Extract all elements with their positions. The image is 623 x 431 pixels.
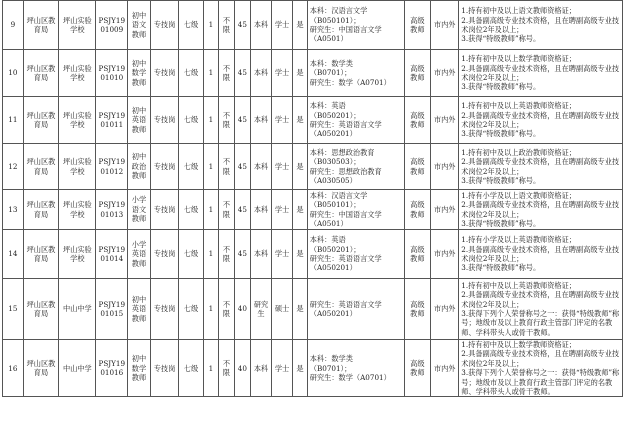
requirement-item: 2.具备副高级专业技术资格，且在聘副高级专业技术岗位2年及以上；: [461, 244, 620, 263]
requirement-item: 3.获得“特级教师”称号。: [461, 129, 541, 139]
table-row: [3, 50, 623, 97]
unit-cell: 坪山区教育局: [23, 50, 58, 97]
row-number-cell: 10: [3, 50, 24, 97]
requirement-item: 1.持有初中及以上政治教师资格证；: [461, 147, 576, 157]
major-line: 本科：英语: [309, 235, 346, 245]
post-code-cell: PSJY1901015: [96, 279, 128, 340]
school-cell: 中山中学: [59, 279, 96, 340]
post-category-cell: 专技岗: [150, 50, 178, 97]
major-line: （A0501）: [309, 34, 348, 44]
requirement-item: 2.具备副高级专业技术资格，且在聘副高级专业技术岗位2年及以上；: [461, 290, 620, 309]
education-cell: 本科: [251, 144, 272, 190]
major-line: 本科：思想政治教育: [309, 147, 375, 157]
requirements-cell: [459, 190, 623, 230]
major-line: （B050101）；: [309, 15, 361, 25]
major-line: （A050201）: [309, 129, 357, 139]
degree-cell: 学士: [272, 50, 293, 97]
requirements-cell: [459, 144, 623, 190]
post-name-cell: 初中数学教师: [128, 50, 151, 97]
major-cell: [307, 50, 404, 97]
headcount-cell: 1: [203, 340, 218, 397]
major-cell: [307, 144, 404, 190]
major-cell: [307, 1, 404, 50]
recruitment-scope-cell: 市内外: [431, 230, 459, 279]
major-line: （A050201）: [309, 263, 357, 273]
post-code-cell: PSJY1901014: [96, 230, 128, 279]
major-line: （A050201）: [309, 309, 357, 318]
degree-cell: 学士: [272, 97, 293, 144]
recruitment-scope-cell: 市内外: [431, 1, 459, 50]
major-line: 研究生：英语语言文学: [309, 120, 382, 129]
row-number-cell: 12: [3, 144, 24, 190]
professional-title-cell: 高级教师: [404, 230, 430, 279]
degree-cell: 学士: [272, 144, 293, 190]
gender-cell: 不限: [219, 340, 235, 397]
post-name-cell: 小学语文教师: [128, 190, 151, 230]
school-cell: 坪山实验学校: [59, 1, 96, 50]
recruitment-scope-cell: 市内外: [431, 279, 459, 340]
professional-title-cell: 高级教师: [404, 279, 430, 340]
professional-title-cell: 高级教师: [404, 144, 430, 190]
requirement-item: 1.持有初中及以上英语教师资格证；: [461, 101, 576, 111]
professional-title-cell: 高级教师: [404, 1, 430, 50]
school-cell: 坪山实验学校: [59, 97, 96, 144]
major-line: 本科：数学类: [309, 58, 353, 68]
major-cell: [307, 340, 404, 397]
post-code-cell: PSJY1901011: [96, 97, 128, 144]
major-line: （B030503）；: [309, 157, 361, 167]
headcount-cell: 1: [203, 230, 218, 279]
row-number-cell: 14: [3, 230, 24, 279]
recruitment-scope-cell: 市内外: [431, 144, 459, 190]
post-level-cell: 七级: [179, 340, 204, 397]
post-category-cell: 专技岗: [150, 340, 178, 397]
major-line: 本科：数学类: [309, 354, 353, 364]
requirement-item: 2.具备副高级专业技术资格，且在聘副高级专业技术岗位2年及以上；: [461, 349, 620, 368]
major-line: （B0701）；: [309, 68, 352, 78]
requirement-item: 3.获得下列个人荣誉称号之一：获得“特级教师”称号；地级市及以上教育行政主管部门评定的名教师、学科带头人或骨干教师。: [461, 368, 620, 397]
requirement-item: 3.获得“特级教师”称号。: [461, 34, 541, 44]
requirements-cell: [459, 1, 623, 50]
post-code-cell: PSJY1901012: [96, 144, 128, 190]
major-cell: [307, 279, 404, 340]
unit-cell: 坪山区教育局: [23, 144, 58, 190]
age-limit-cell: 45: [234, 50, 250, 97]
requirement-item: 2.具备副高级专业技术资格，且在聘副高级专业技术岗位2年及以上；: [461, 157, 620, 176]
major-line: （B050101）；: [309, 200, 361, 210]
age-limit-cell: 40: [234, 340, 250, 397]
post-category-cell: 专技岗: [150, 230, 178, 279]
row-number-cell: 13: [3, 190, 24, 230]
requirement-item: 1.持有小学及以上英语教师资格证；: [461, 235, 576, 245]
post-category-cell: 专技岗: [150, 190, 178, 230]
post-category-cell: 专技岗: [150, 279, 178, 340]
requirement-item: 3.获得“特级教师”称号。: [461, 263, 541, 273]
major-line: 研究生：英语语言文学: [309, 254, 382, 263]
major-line: （B050201）；: [309, 244, 361, 254]
fulltime-cell: 是: [293, 97, 308, 144]
gender-cell: 不限: [219, 190, 235, 230]
table-row: [3, 1, 623, 50]
professional-title-cell: 高级教师: [404, 340, 430, 397]
post-category-cell: 专技岗: [150, 97, 178, 144]
requirement-item: 2.具备副高级专业技术资格，且在聘副高级专业技术岗位2年及以上；: [461, 63, 620, 82]
degree-cell: 学士: [272, 340, 293, 397]
professional-title-cell: 高级教师: [404, 190, 430, 230]
education-cell: 本科: [251, 50, 272, 97]
major-line: 研究生：中国语言文学: [309, 25, 382, 34]
gender-cell: 不限: [219, 279, 235, 340]
row-number-cell: 9: [3, 1, 24, 50]
unit-cell: 坪山区教育局: [23, 279, 58, 340]
post-name-cell: 初中语文教师: [128, 1, 151, 50]
requirement-item: 2.具备副高级专业技术资格，且在聘副高级专业技术岗位2年及以上；: [461, 110, 620, 129]
post-code-cell: PSJY1901009: [96, 1, 128, 50]
post-name-cell: 小学英语教师: [128, 230, 151, 279]
requirement-item: 3.获得下列个人荣誉称号之一：获得“特级教师”称号；地级市及以上教育行政主管部门评定的名教师、学科带头人或骨干教师。: [461, 309, 620, 337]
post-name-cell: 初中英语教师: [128, 97, 151, 144]
post-level-cell: 七级: [179, 144, 204, 190]
table-row: [3, 144, 623, 190]
education-cell: 研究生: [251, 279, 272, 340]
degree-cell: 学士: [272, 1, 293, 50]
major-line: 研究生：英语语言文学: [309, 299, 382, 309]
major-line: 本科：英语: [309, 101, 346, 111]
headcount-cell: 1: [203, 50, 218, 97]
major-line: 研究生：思想政治教育: [309, 166, 382, 176]
requirement-item: 2.具备副高级专业技术资格，且在聘副高级专业技术岗位2年及以上；: [461, 200, 620, 219]
major-line: 研究生：数学（A0701）: [309, 372, 391, 382]
major-line: 研究生：数学（A0701）: [309, 77, 391, 87]
major-line: （A0501）: [309, 218, 348, 228]
major-line: （B0701）；: [309, 363, 352, 373]
table-row: [3, 340, 623, 397]
post-name-cell: 初中政治教师: [128, 144, 151, 190]
fulltime-cell: 是: [293, 50, 308, 97]
recruitment-table: [2, 0, 623, 397]
education-cell: 本科: [251, 190, 272, 230]
headcount-cell: 1: [203, 279, 218, 340]
headcount-cell: 1: [203, 1, 218, 50]
education-cell: 本科: [251, 340, 272, 397]
post-code-cell: PSJY1901013: [96, 190, 128, 230]
requirements-cell: [459, 97, 623, 144]
requirement-item: 3.获得“特级教师”称号。: [461, 82, 541, 92]
headcount-cell: 1: [203, 144, 218, 190]
unit-cell: 坪山区教育局: [23, 340, 58, 397]
post-level-cell: 七级: [179, 230, 204, 279]
gender-cell: 不限: [219, 230, 235, 279]
school-cell: 中山中学: [59, 340, 96, 397]
degree-cell: 学士: [272, 230, 293, 279]
professional-title-cell: 高级教师: [404, 50, 430, 97]
education-cell: 本科: [251, 230, 272, 279]
major-line: （A030505）: [309, 175, 357, 185]
school-cell: 坪山实验学校: [59, 144, 96, 190]
recruitment-scope-cell: 市内外: [431, 97, 459, 144]
school-cell: 坪山实验学校: [59, 230, 96, 279]
major-line: 本科：汉语言文学: [309, 190, 368, 200]
professional-title-cell: 高级教师: [404, 97, 430, 144]
recruitment-scope-cell: 市内外: [431, 340, 459, 397]
age-limit-cell: 45: [234, 190, 250, 230]
row-number-cell: 15: [3, 279, 24, 340]
unit-cell: 坪山区教育局: [23, 1, 58, 50]
requirement-item: 2.具备副高级专业技术资格，且在聘副高级专业技术岗位2年及以上；: [461, 15, 620, 34]
requirement-item: 3.获得“特级教师”称号。: [461, 218, 541, 228]
requirement-item: 1.持有小学及以上语文教师资格证；: [461, 190, 576, 200]
age-limit-cell: 45: [234, 1, 250, 50]
post-code-cell: PSJY1901016: [96, 340, 128, 397]
fulltime-cell: 是: [293, 144, 308, 190]
post-name-cell: 初中英语教师: [128, 279, 151, 340]
unit-cell: 坪山区教育局: [23, 190, 58, 230]
degree-cell: 学士: [272, 190, 293, 230]
requirements-cell: [459, 230, 623, 279]
post-level-cell: 七级: [179, 279, 204, 340]
major-cell: [307, 230, 404, 279]
school-cell: 坪山实验学校: [59, 190, 96, 230]
requirements-cell: [459, 50, 623, 97]
fulltime-cell: 是: [293, 190, 308, 230]
recruitment-scope-cell: 市内外: [431, 190, 459, 230]
requirement-item: 1.持有初中及以上数学教师资格证；: [461, 54, 576, 64]
age-limit-cell: 45: [234, 230, 250, 279]
recruitment-scope-cell: 市内外: [431, 50, 459, 97]
school-cell: 坪山实验学校: [59, 50, 96, 97]
table-row: [3, 97, 623, 144]
post-level-cell: 七级: [179, 50, 204, 97]
age-limit-cell: 45: [234, 144, 250, 190]
row-number-cell: 11: [3, 97, 24, 144]
fulltime-cell: 是: [293, 279, 308, 340]
post-category-cell: 专技岗: [150, 144, 178, 190]
fulltime-cell: 是: [293, 1, 308, 50]
major-line: 研究生：中国语言文学: [309, 209, 382, 219]
post-name-cell: 初中数学教师: [128, 340, 151, 397]
education-cell: 本科: [251, 97, 272, 144]
age-limit-cell: 40: [234, 279, 250, 340]
age-limit-cell: 45: [234, 97, 250, 144]
gender-cell: 不限: [219, 1, 235, 50]
unit-cell: 坪山区教育局: [23, 97, 58, 144]
major-cell: [307, 190, 404, 230]
post-level-cell: 七级: [179, 97, 204, 144]
requirements-cell: [459, 279, 623, 340]
major-line: 本科：汉语言文学: [309, 6, 368, 16]
major-line: （B050201）；: [309, 110, 361, 120]
requirement-item: 1.持有初中及以上数学教师资格证；: [461, 340, 576, 349]
requirements-cell: [459, 340, 623, 397]
headcount-cell: 1: [203, 190, 218, 230]
post-category-cell: 专技岗: [150, 1, 178, 50]
gender-cell: 不限: [219, 97, 235, 144]
table-row: [3, 279, 623, 340]
gender-cell: 不限: [219, 50, 235, 97]
row-number-cell: 16: [3, 340, 24, 397]
post-level-cell: 七级: [179, 1, 204, 50]
requirement-item: 1.持有初中及以上英语教师资格证；: [461, 280, 576, 290]
fulltime-cell: 是: [293, 340, 308, 397]
table-row: [3, 230, 623, 279]
post-level-cell: 七级: [179, 190, 204, 230]
major-cell: [307, 97, 404, 144]
post-code-cell: PSJY1901010: [96, 50, 128, 97]
unit-cell: 坪山区教育局: [23, 230, 58, 279]
gender-cell: 不限: [219, 144, 235, 190]
fulltime-cell: 是: [293, 230, 308, 279]
headcount-cell: 1: [203, 97, 218, 144]
requirement-item: 1.持有初中及以上语文教师资格证；: [461, 6, 576, 16]
degree-cell: 硕士: [272, 279, 293, 340]
table-row: [3, 190, 623, 230]
requirement-item: 3.获得“特级教师”称号。: [461, 175, 541, 185]
education-cell: 本科: [251, 1, 272, 50]
